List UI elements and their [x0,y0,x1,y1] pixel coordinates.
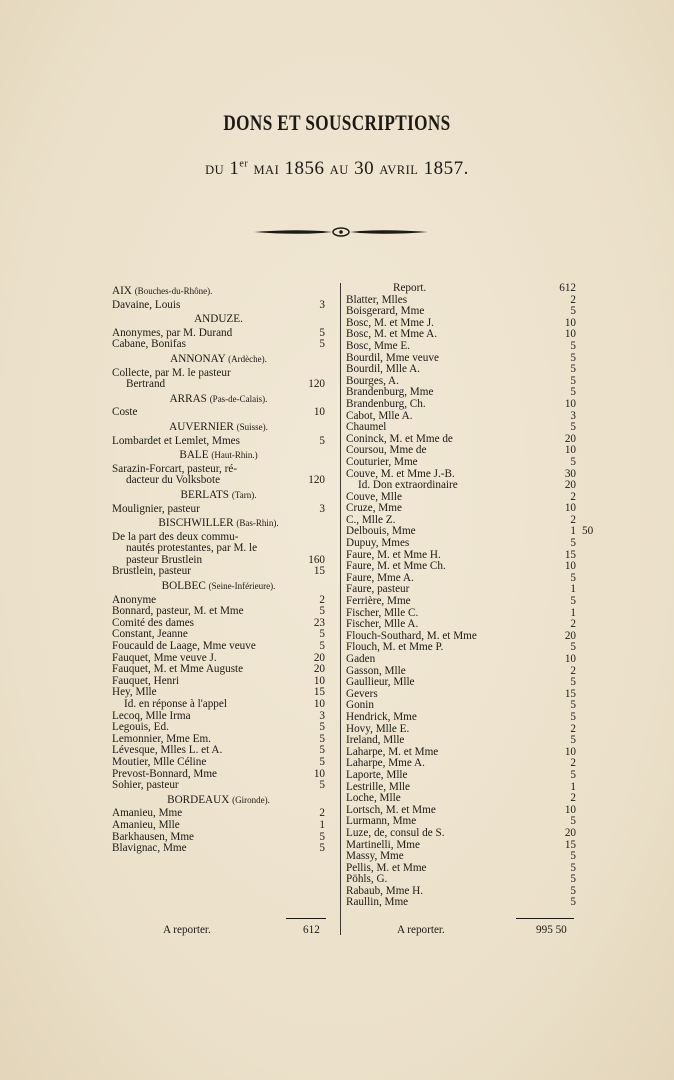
donor-amount: 15 [564,838,576,851]
page-title: DONS ET SOUSCRIPTIONS [223,110,451,135]
place-region: (Ardèche). [228,353,267,364]
donor-name: Id. Don extraordinaire [358,479,458,492]
donor-name: Bourges, A. [346,374,399,387]
donor-name: Blatter, Mlles [346,293,408,306]
place-region: (Seine-Inférieure). [208,581,276,592]
donor-row [346,538,576,550]
donor-amount: 2 [570,513,576,526]
report-label: Report. [393,282,427,294]
donor-amount: 3 [319,709,325,722]
donor-name: Faure, M. et Mme H. [346,548,441,561]
donor-row [112,504,325,516]
left-column [112,283,325,855]
donor-name: Boisgerard, Mme [346,305,425,318]
donor-amount: 10 [564,803,576,816]
place-heading [112,283,325,300]
donor-name: Sarazin-Forcart, pasteur, ré- [112,462,238,475]
donor-name: Hey, Mlle [112,686,157,699]
donor-name: Coste [112,406,138,419]
right-footer-amount-value: 995 [536,924,553,936]
donor-name: Anonymes, par M. Durand [112,326,233,339]
donor-row [346,480,576,492]
donor-amount: 23 [313,616,325,629]
place-region: (Haut-Rhin.) [211,450,258,461]
donor-name: Collecte, par M. le pasteur [112,366,231,379]
donor-name: Ireland, Mlle [346,734,405,747]
donor-name: Bertrand [126,378,166,391]
donor-name: Pöhls, G. [346,873,388,886]
donor-amount: 10 [564,444,576,457]
donor-amount: 2 [570,757,576,770]
donor-row [112,300,325,312]
donor-amount: 5 [570,850,576,863]
donor-row [346,399,576,411]
donor-amount: 5 [570,768,576,781]
donor-amount: 5 [570,641,576,654]
donor-amount: 5 [319,779,325,792]
place-name: ANNONAY [170,352,226,365]
donor-row [346,851,576,863]
donor-name: Lecoq, Mlle Irma [112,709,191,722]
donor-name: Gonin [346,699,374,712]
donor-amount: 10 [313,406,325,419]
donor-name: Constant, Jeanne [112,628,188,641]
donor-amount: 10 [564,502,576,515]
page-subtitle [0,158,674,180]
donor-amount: 1 [570,525,576,538]
place-heading [112,792,325,809]
donor-name: Fauquet, M. et Mme Auguste [112,663,244,676]
donor-amount: 5 [319,434,325,447]
donor-amount: 2 [319,593,325,606]
donor-amount: 2 [570,722,576,735]
donor-row [112,339,325,351]
donor-name: Amanieu, Mlle [112,818,180,831]
place-heading [112,311,325,328]
donor-row [112,407,325,419]
left-footer-amount: 612 [303,924,320,936]
donor-name: Brustlein, pasteur [112,565,191,578]
place-region: (Pas-de-Calais). [209,393,268,404]
ornament-divider-icon [252,225,430,239]
right-footer-amount [536,924,567,936]
donor-amount: 5 [319,605,325,618]
donor-name: Couve, Mlle [346,490,402,503]
donor-name: Lombardet et Lemlet, Mmes [112,434,240,447]
donor-amount: 1 [319,818,325,831]
donor-name: dacteur du Volksbote [126,474,221,487]
donor-name: C., Mlle Z. [346,513,396,526]
donor-row [346,654,576,666]
donor-amount: 20 [564,432,576,445]
donor-amount: 5 [570,676,576,689]
donor-name: Davaine, Louis [112,298,181,311]
place-name: BISCHWILLER [158,517,234,530]
donor-name: Chaumel [346,421,387,434]
donor-amount: 10 [564,328,576,341]
donor-name: Martinelli, Mme [346,838,420,851]
donor-amount: 5 [570,339,576,352]
donor-name: Couve, M. et Mme J.-B. [346,467,455,480]
subtitle-year2: 1857. [423,158,469,179]
donor-amount: 5 [319,338,325,351]
donor-row [346,596,576,608]
donor-amount: 5 [319,830,325,843]
donor-name: Faure, Mme A. [346,571,414,584]
donor-name: Hovy, Mlle E. [346,722,410,735]
donor-amount: 5 [570,537,576,550]
donor-row [346,712,576,724]
donor-name: Bourdil, Mlle A. [346,363,420,376]
subtitle-sup: er [239,158,249,170]
donor-amount: 2 [319,807,325,820]
donor-row [346,642,576,654]
donor-name: Bourdil, Mme veuve [346,351,439,364]
donor-amount: 5 [570,884,576,897]
donor-amount: 5 [319,326,325,339]
donor-amount: 2 [570,618,576,631]
donor-name: Blavignac, Mme [112,842,187,855]
place-heading [112,487,325,504]
donor-name: Lemonnier, Mme Em. [112,732,211,745]
left-total-rule [286,918,326,919]
donor-row [346,341,576,353]
donor-name: Lestrille, Mlle [346,780,411,793]
right-footer-cents: 50 [555,924,567,936]
donor-name: Fauquet, Henri [112,674,180,687]
donor-amount: 10 [313,674,325,687]
donor-amount: 5 [570,595,576,608]
place-heading [112,447,325,464]
donor-row [346,793,576,805]
place-region: (Suisse). [236,421,268,432]
donor-row [346,457,576,469]
donor-name: Hendrick, Mme [346,710,417,723]
subtitle-du: DU [205,163,225,177]
donor-name: Coninck, M. et Mme de [346,432,453,445]
donor-name: Foucauld de Laage, Mme veuve [112,640,256,653]
donor-name: De la part des deux commu- [112,530,239,543]
subtitle-month1: MAI [253,163,280,177]
donor-name: Dupuy, Mmes [346,537,410,550]
place-name: AUVERNIER [169,420,234,433]
donor-amount: 20 [564,479,576,492]
donor-amount: 1 [570,606,576,619]
donor-amount: 2 [570,490,576,503]
donor-name: Raullin, Mme [346,896,409,909]
donor-name: Faure, M. et Mme Ch. [346,560,446,573]
place-region: (Bouches-du-Rhône). [134,286,213,296]
donor-amount: 15 [564,548,576,561]
place-heading [112,578,325,595]
donor-name: Massy, Mme [346,850,404,863]
donor-amount: 5 [570,734,576,747]
donor-name: Couturier, Mme [346,455,418,468]
donor-amount: 5 [319,732,325,745]
donor-name: Moutier, Mlle Céline [112,755,207,768]
donor-name: Coursou, Mme de [346,444,427,457]
donor-amount: 3 [319,298,325,311]
donor-amount: 160 [308,553,325,566]
donor-amount: 3 [570,409,576,422]
place-name: AIX [112,285,132,297]
donor-name: Bosc, M. et Mme J. [346,316,434,329]
donor-amount: 5 [319,721,325,734]
donor-row [346,364,576,376]
donor-name: Fischer, Mlle A. [346,618,419,631]
donor-row [346,828,576,840]
donor-name: Delbouis, Mme [346,525,416,538]
donor-name: Flouch-Southard, M. et Mme [346,629,477,642]
place-heading [112,419,325,436]
donor-cents: 50 [582,525,594,538]
place-name: ARRAS [169,392,207,405]
right-column [346,282,594,909]
donor-amount: 5 [319,842,325,855]
donor-amount: 10 [313,698,325,710]
donor-amount: 120 [308,378,325,391]
donor-amount: 5 [570,861,576,874]
donor-amount: 5 [570,699,576,712]
donor-amount: 20 [564,826,576,839]
donor-name: Brandenburg, Mme [346,386,434,399]
donor-name: Fischer, Mlle C. [346,606,419,619]
donor-row [112,379,325,391]
donor-name: Pellis, M. et Mme [346,861,427,874]
donor-name: pasteur Brustlein [126,553,203,566]
donor-name: Amanieu, Mme [112,807,183,820]
column-separator [340,283,341,935]
donor-amount: 10 [564,316,576,329]
donor-amount: 20 [313,663,325,676]
donor-row [112,641,325,653]
donor-name: Prevost-Bonnard, Mme [112,767,218,780]
donor-amount: 15 [564,687,576,700]
place-region: (Tarn). [231,489,257,500]
report-amount: 612 [559,282,576,294]
place-region: (Gironde). [232,794,270,805]
donor-amount: 5 [570,363,576,376]
donor-row [112,699,325,711]
donor-name: Gaden [346,653,376,665]
donor-row [112,566,325,578]
donor-amount: 5 [570,374,576,387]
donor-amount: 2 [570,664,576,677]
donor-amount: 10 [564,653,576,665]
donor-row [112,780,325,792]
donor-amount: 5 [570,571,576,584]
donor-row [112,820,325,832]
donor-name: Lortsch, M. et Mme [346,803,436,816]
donor-amount: 5 [570,873,576,886]
subtitle-day2: 30 [354,158,375,179]
donor-amount: 5 [570,351,576,364]
donor-amount: 20 [564,629,576,642]
donor-amount: 15 [313,565,325,578]
donor-amount: 10 [564,397,576,410]
donor-amount: 5 [319,640,325,653]
donor-name: Cabane, Bonifas [112,338,186,351]
donor-name: Gasson, Mlle [346,664,406,677]
donor-amount: 20 [313,651,325,664]
donor-name: Lévesque, Mlles L. et A. [112,744,223,757]
place-name: ANDUZE. [194,313,243,326]
donor-amount: 15 [313,686,325,699]
donor-row [346,770,576,782]
donor-row [346,422,576,434]
donor-amount: 5 [570,421,576,434]
donor-amount: 5 [319,755,325,768]
right-total-rule [516,918,574,919]
subtitle-day: 1 [229,158,240,179]
donor-row [112,436,325,448]
place-name: BORDEAUX [167,793,230,806]
donor-amount: 2 [570,792,576,805]
donor-row [112,757,325,769]
left-footer-label: A reporter. [163,924,211,936]
donor-name: Bosc, M. et Mme A. [346,328,438,341]
place-name: BOLBEC [161,580,206,593]
donor-name: Barkhausen, Mme [112,830,195,843]
donor-amount: 10 [564,745,576,758]
report-row [346,283,576,295]
donor-name: Flouch, M. et Mme P. [346,641,444,654]
subtitle-year1: 1856 [284,158,325,179]
donor-amount: 5 [570,455,576,468]
donor-name: nautés protestantes, par M. le [126,542,258,555]
donor-row [346,897,576,909]
donor-amount: 5 [319,744,325,757]
donor-amount: 5 [570,305,576,318]
place-region: (Bas-Rhin). [236,518,279,529]
donor-amount: 1 [570,583,576,596]
donor-name: Id. en réponse à l'appel [124,698,227,710]
place-name: BERLATS [180,488,230,501]
donor-amount: 2 [570,293,576,306]
donor-row [346,677,576,689]
donor-amount: 1 [570,780,576,793]
donor-amount: 120 [308,474,325,487]
donor-amount: 10 [564,560,576,573]
donor-name: Legouis, Ed. [112,721,169,734]
donor-name: Cabot, Mlle A. [346,409,413,422]
donor-name: Laharpe, M. et Mme [346,745,439,758]
donor-name: Anonyme [112,593,157,606]
donor-amount: 5 [570,710,576,723]
donor-amount: 5 [570,386,576,399]
donor-name: Cruze, Mme [346,502,402,515]
place-heading [112,391,325,408]
place-name: BALE [179,449,209,462]
donor-name: Moulignier, pasteur [112,502,200,515]
donor-row [346,689,576,701]
donor-row [112,843,325,855]
donor-name: Loche, Mlle [346,792,401,805]
donor-amount: 30 [564,467,576,480]
place-heading [112,351,325,368]
donor-name: Fauquet, Mme veuve J. [112,651,217,664]
place-heading [112,515,325,532]
donor-name: Brandenburg, Ch. [346,397,426,410]
donor-name: Bonnard, pasteur, M. et Mme [112,605,244,618]
donor-name: Luze, de, consul de S. [346,826,445,839]
donor-name: Laporte, Mlle [346,768,408,781]
donor-name: Rabaub, Mme H. [346,884,424,897]
donor-name: Comité des dames [112,616,195,629]
donor-amount: 10 [313,767,325,780]
right-footer-label: A reporter. [397,924,445,936]
donor-amount: 5 [570,815,576,828]
donor-amount: 3 [319,502,325,515]
subtitle-au: AU [329,163,349,177]
donor-name: Lurmann, Mme [346,815,417,828]
donor-amount: 5 [319,628,325,641]
donor-name: Laharpe, Mme A. [346,757,425,770]
donor-name: Sohier, pasteur [112,779,179,792]
subtitle-month2: AVRIL [379,163,419,177]
donor-name: Faure, pasteur [346,583,410,596]
donor-name: Bosc, Mme E. [346,339,411,352]
donor-row [346,735,576,747]
donor-name: Ferrière, Mme [346,595,411,608]
donor-amount: 5 [570,896,576,909]
donor-row [112,475,325,487]
donor-name: Gaullieur, Mlle [346,676,415,689]
donor-name: Gevers [346,687,378,700]
